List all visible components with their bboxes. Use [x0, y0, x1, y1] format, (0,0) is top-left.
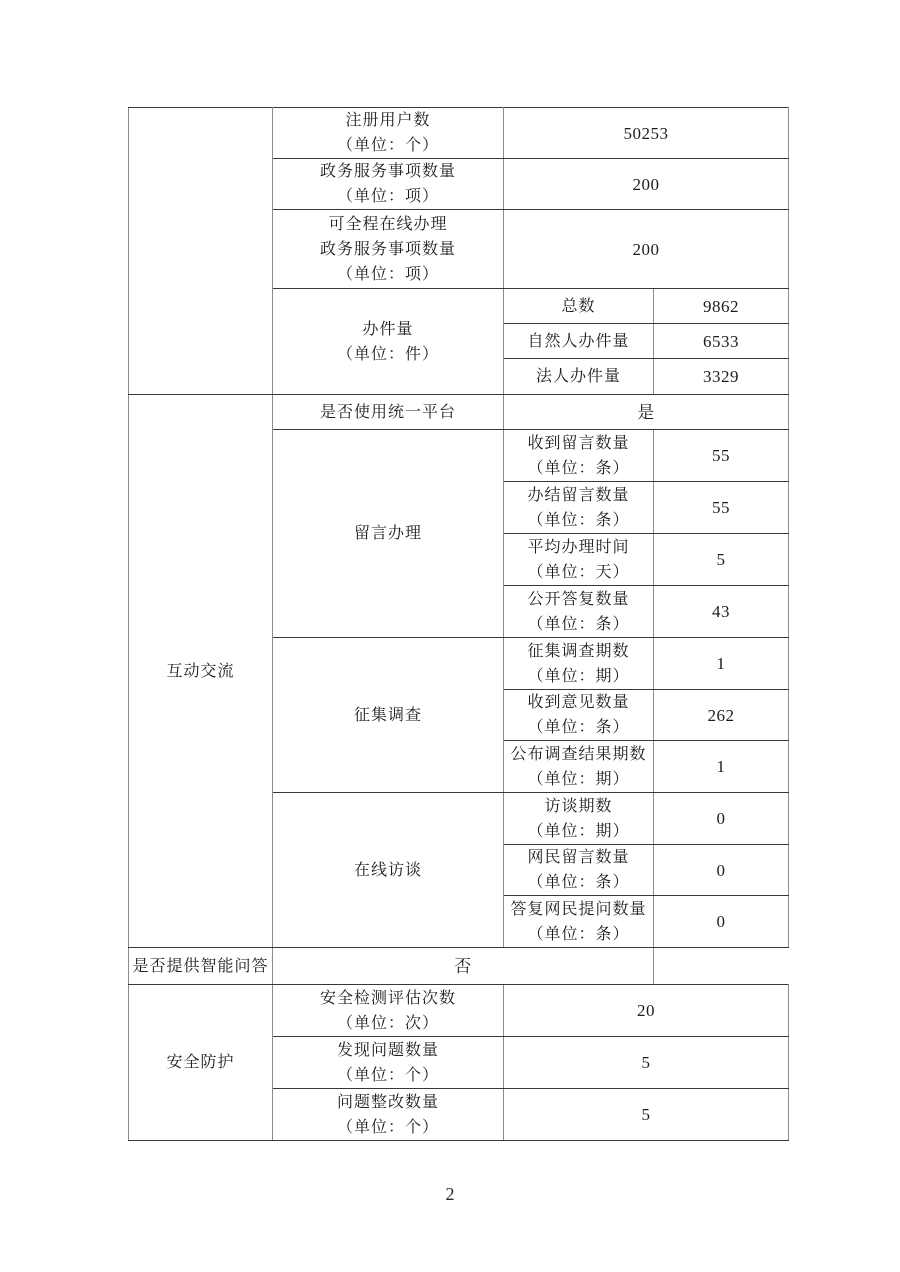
statistics-table — [128, 107, 789, 1141]
sublabel-messages-completed — [504, 482, 654, 534]
sublabel-average-handling-time — [504, 534, 654, 586]
sublabel-cases-legal-person: 法人办件量 — [504, 359, 654, 395]
value-opinions-received: 262 — [654, 690, 789, 741]
unit-text: （单位：件） — [336, 345, 439, 363]
category-cell-interaction: 互动交流 — [129, 395, 273, 948]
sublabel-netizen-messages — [504, 845, 654, 896]
category-cell-blank — [129, 108, 273, 395]
value-security-checks: 20 — [504, 985, 789, 1037]
label-text: 可全程在线办理 — [328, 215, 448, 233]
label-text: 发现问题数量 — [336, 1041, 439, 1059]
value-netizen-replies: 0 — [654, 896, 789, 948]
value-cases-natural-person: 6533 — [654, 324, 789, 359]
label-text: 征集调查期数 — [527, 642, 630, 660]
value-registered-users: 50253 — [504, 108, 789, 159]
label-text: 政务服务事项数量 — [319, 240, 456, 258]
sublabel-cases-total: 总数 — [504, 289, 654, 324]
value-cases-legal-person: 3329 — [654, 359, 789, 395]
sublabel-messages-received — [504, 430, 654, 482]
category-cell-security: 安全防护 — [129, 985, 273, 1141]
value-problems-fixed: 5 — [504, 1089, 789, 1141]
label-problems-found — [273, 1037, 504, 1089]
unit-text: （单位：条） — [527, 719, 630, 736]
value-problems-found: 5 — [504, 1037, 789, 1089]
label-smart-qa: 是否提供智能问答 — [129, 948, 273, 985]
value-messages-received: 55 — [654, 430, 789, 482]
value-public-replies: 43 — [654, 586, 789, 638]
label-service-items — [273, 159, 504, 210]
label-text: 办件量 — [362, 320, 414, 338]
label-online-items — [273, 210, 504, 289]
label-text: 收到留言数量 — [527, 434, 630, 452]
label-text: 办结留言数量 — [527, 486, 630, 504]
value-survey-results-published: 1 — [654, 741, 789, 793]
value-online-items: 200 — [504, 210, 789, 289]
label-text: 政务服务事项数量 — [319, 163, 456, 180]
sublabel-public-replies — [504, 586, 654, 638]
unit-text: （单位：次） — [336, 1014, 439, 1032]
value-interview-periods: 0 — [654, 793, 789, 845]
value-cases-total: 9862 — [654, 289, 789, 324]
value-survey-periods: 1 — [654, 638, 789, 690]
label-text: 问题整改数量 — [336, 1093, 439, 1111]
unit-text: （单位：期） — [527, 770, 630, 788]
unit-text: （单位：个） — [336, 1066, 439, 1084]
label-text: 收到意见数量 — [527, 694, 630, 711]
unit-text: （单位：个） — [336, 137, 439, 154]
unit-text: （单位：个） — [336, 1118, 439, 1136]
unit-text: （单位：条） — [527, 511, 630, 529]
group-label-online-interviews: 在线访谈 — [273, 793, 504, 948]
label-text: 注册用户数 — [345, 112, 431, 129]
group-label-surveys: 征集调查 — [273, 638, 504, 793]
value-service-items: 200 — [504, 159, 789, 210]
page-number: 2 — [445, 1184, 455, 1204]
unit-text: （单位：条） — [527, 925, 630, 943]
value-netizen-messages: 0 — [654, 845, 789, 896]
label-unified-platform: 是否使用统一平台 — [273, 395, 504, 430]
sublabel-survey-periods — [504, 638, 654, 690]
value-messages-completed: 55 — [654, 482, 789, 534]
value-average-handling-time: 5 — [654, 534, 789, 586]
label-problems-fixed — [273, 1089, 504, 1141]
sublabel-interview-periods — [504, 793, 654, 845]
sublabel-netizen-replies — [504, 896, 654, 948]
value-unified-platform: 是 — [504, 395, 789, 430]
unit-text: （单位：项） — [336, 188, 439, 205]
sublabel-cases-natural-person: 自然人办件量 — [504, 324, 654, 359]
group-label-message-handling: 留言办理 — [273, 430, 504, 638]
sublabel-survey-results-published — [504, 741, 654, 793]
label-text: 平均办理时间 — [527, 538, 630, 556]
unit-text: （单位：期） — [527, 667, 630, 685]
label-text: 答复网民提问数量 — [510, 900, 647, 918]
unit-text: （单位：天） — [527, 563, 630, 581]
value-smart-qa: 否 — [273, 948, 654, 985]
sublabel-opinions-received — [504, 690, 654, 741]
unit-text: （单位：期） — [527, 822, 630, 840]
unit-text: （单位：条） — [527, 874, 630, 891]
label-text: 安全检测评估次数 — [319, 989, 456, 1007]
label-registered-users — [273, 108, 504, 159]
label-security-checks — [273, 985, 504, 1037]
unit-text: （单位：条） — [527, 459, 630, 477]
unit-text: （单位：项） — [336, 265, 439, 283]
unit-text: （单位：条） — [527, 615, 630, 633]
label-text: 公开答复数量 — [527, 590, 630, 608]
label-text: 网民留言数量 — [527, 849, 630, 866]
label-text: 访谈期数 — [544, 797, 613, 815]
label-cases-volume — [273, 289, 504, 395]
label-text: 公布调查结果期数 — [510, 745, 647, 763]
